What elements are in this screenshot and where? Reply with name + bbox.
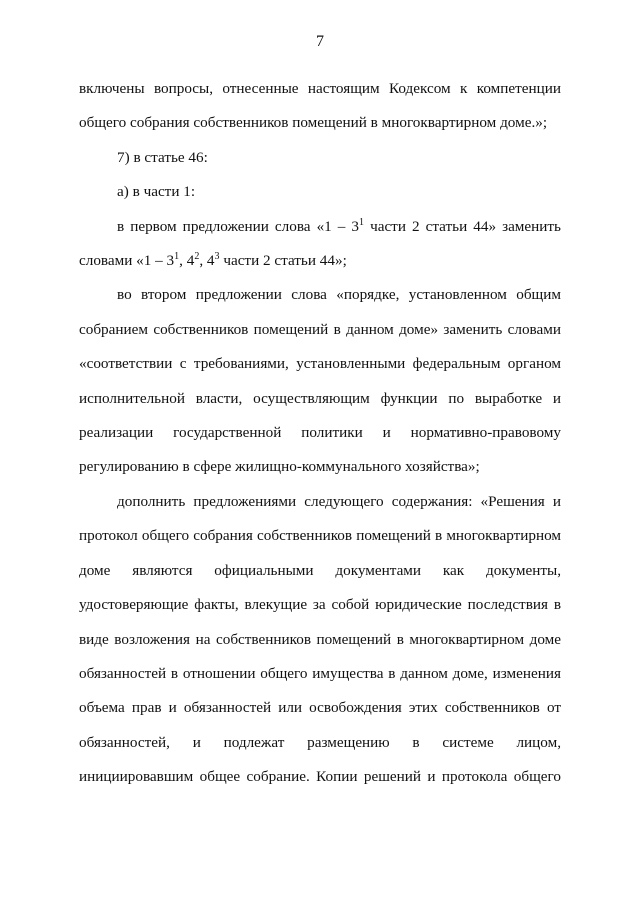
- text-line: реализации государственной политики и нормативно-правовому: [79, 424, 561, 442]
- document-body: [79, 72, 561, 795]
- text-fragment: словами «1 – 3: [79, 252, 175, 270]
- text-line: исполнительной власти, осуществляющим функции по выработке и: [79, 389, 561, 407]
- paragraph-part-1: [79, 175, 561, 209]
- text-line: инициировавшим общее собрание. Копии решений и протокола общего: [79, 768, 561, 786]
- text-fragment: части 2 статьи 44» заменить: [364, 217, 561, 235]
- text-line: общего собрания собственников помещений в многоквартирном доме.»;: [79, 114, 548, 132]
- text-line: во втором предложении слова «порядке, установленном общим: [117, 286, 561, 304]
- superscript: 1: [174, 251, 180, 263]
- text-fragment: , 4: [179, 252, 195, 270]
- text-line: а) в части 1:: [117, 183, 196, 201]
- superscript: 2: [194, 251, 200, 263]
- text-line: [79, 210, 561, 244]
- text-line: виде возложения на собственников помещений в многоквартирном доме: [79, 630, 561, 648]
- text-line: регулированию в сфере жилищно-коммунального хозяйства»;: [79, 458, 480, 476]
- text-fragment: , 4: [199, 252, 215, 270]
- text-line: объема прав и обязанностей или освобождения этих собственников от: [79, 699, 561, 717]
- text-line: доме являются официальными документами как документы,: [79, 561, 561, 579]
- text-line: обязанностей в отношении общего имущества в данном доме, изменения: [79, 664, 561, 682]
- text-line: собранием собственников помещений в данном доме» заменить словами: [79, 320, 561, 338]
- text-line: удостоверяющие факты, влекущие за собой юридические последствия в: [79, 596, 561, 614]
- paragraph-first-sentence: [79, 210, 561, 279]
- text-fragment: части 2 статьи 44»;: [219, 252, 347, 270]
- text-line: протокол общего собрания собственников помещений в многоквартирном: [79, 527, 561, 545]
- text-line: «соответствии с требованиями, установленными федеральным органом: [79, 355, 561, 373]
- paragraph-continuation: [79, 72, 561, 141]
- text-fragment: в первом предложении слова «1 – 3: [117, 217, 360, 235]
- text-line: дополнить предложениями следующего содержания: «Решения и: [117, 492, 561, 510]
- text-line: [79, 244, 561, 278]
- paragraph-article-46: [79, 141, 561, 175]
- text-line: 7) в статье 46:: [117, 148, 208, 166]
- superscript: 1: [359, 216, 365, 228]
- paragraph-add-sentences: [79, 485, 561, 795]
- page-number: 7: [316, 33, 324, 50]
- paragraph-second-sentence: [79, 278, 561, 484]
- text-line: обязанностей, и подлежат размещению в системе лицом,: [79, 733, 561, 751]
- text-line: включены вопросы, отнесенные настоящим Кодексом к компетенции: [79, 80, 561, 97]
- superscript: 3: [214, 251, 220, 263]
